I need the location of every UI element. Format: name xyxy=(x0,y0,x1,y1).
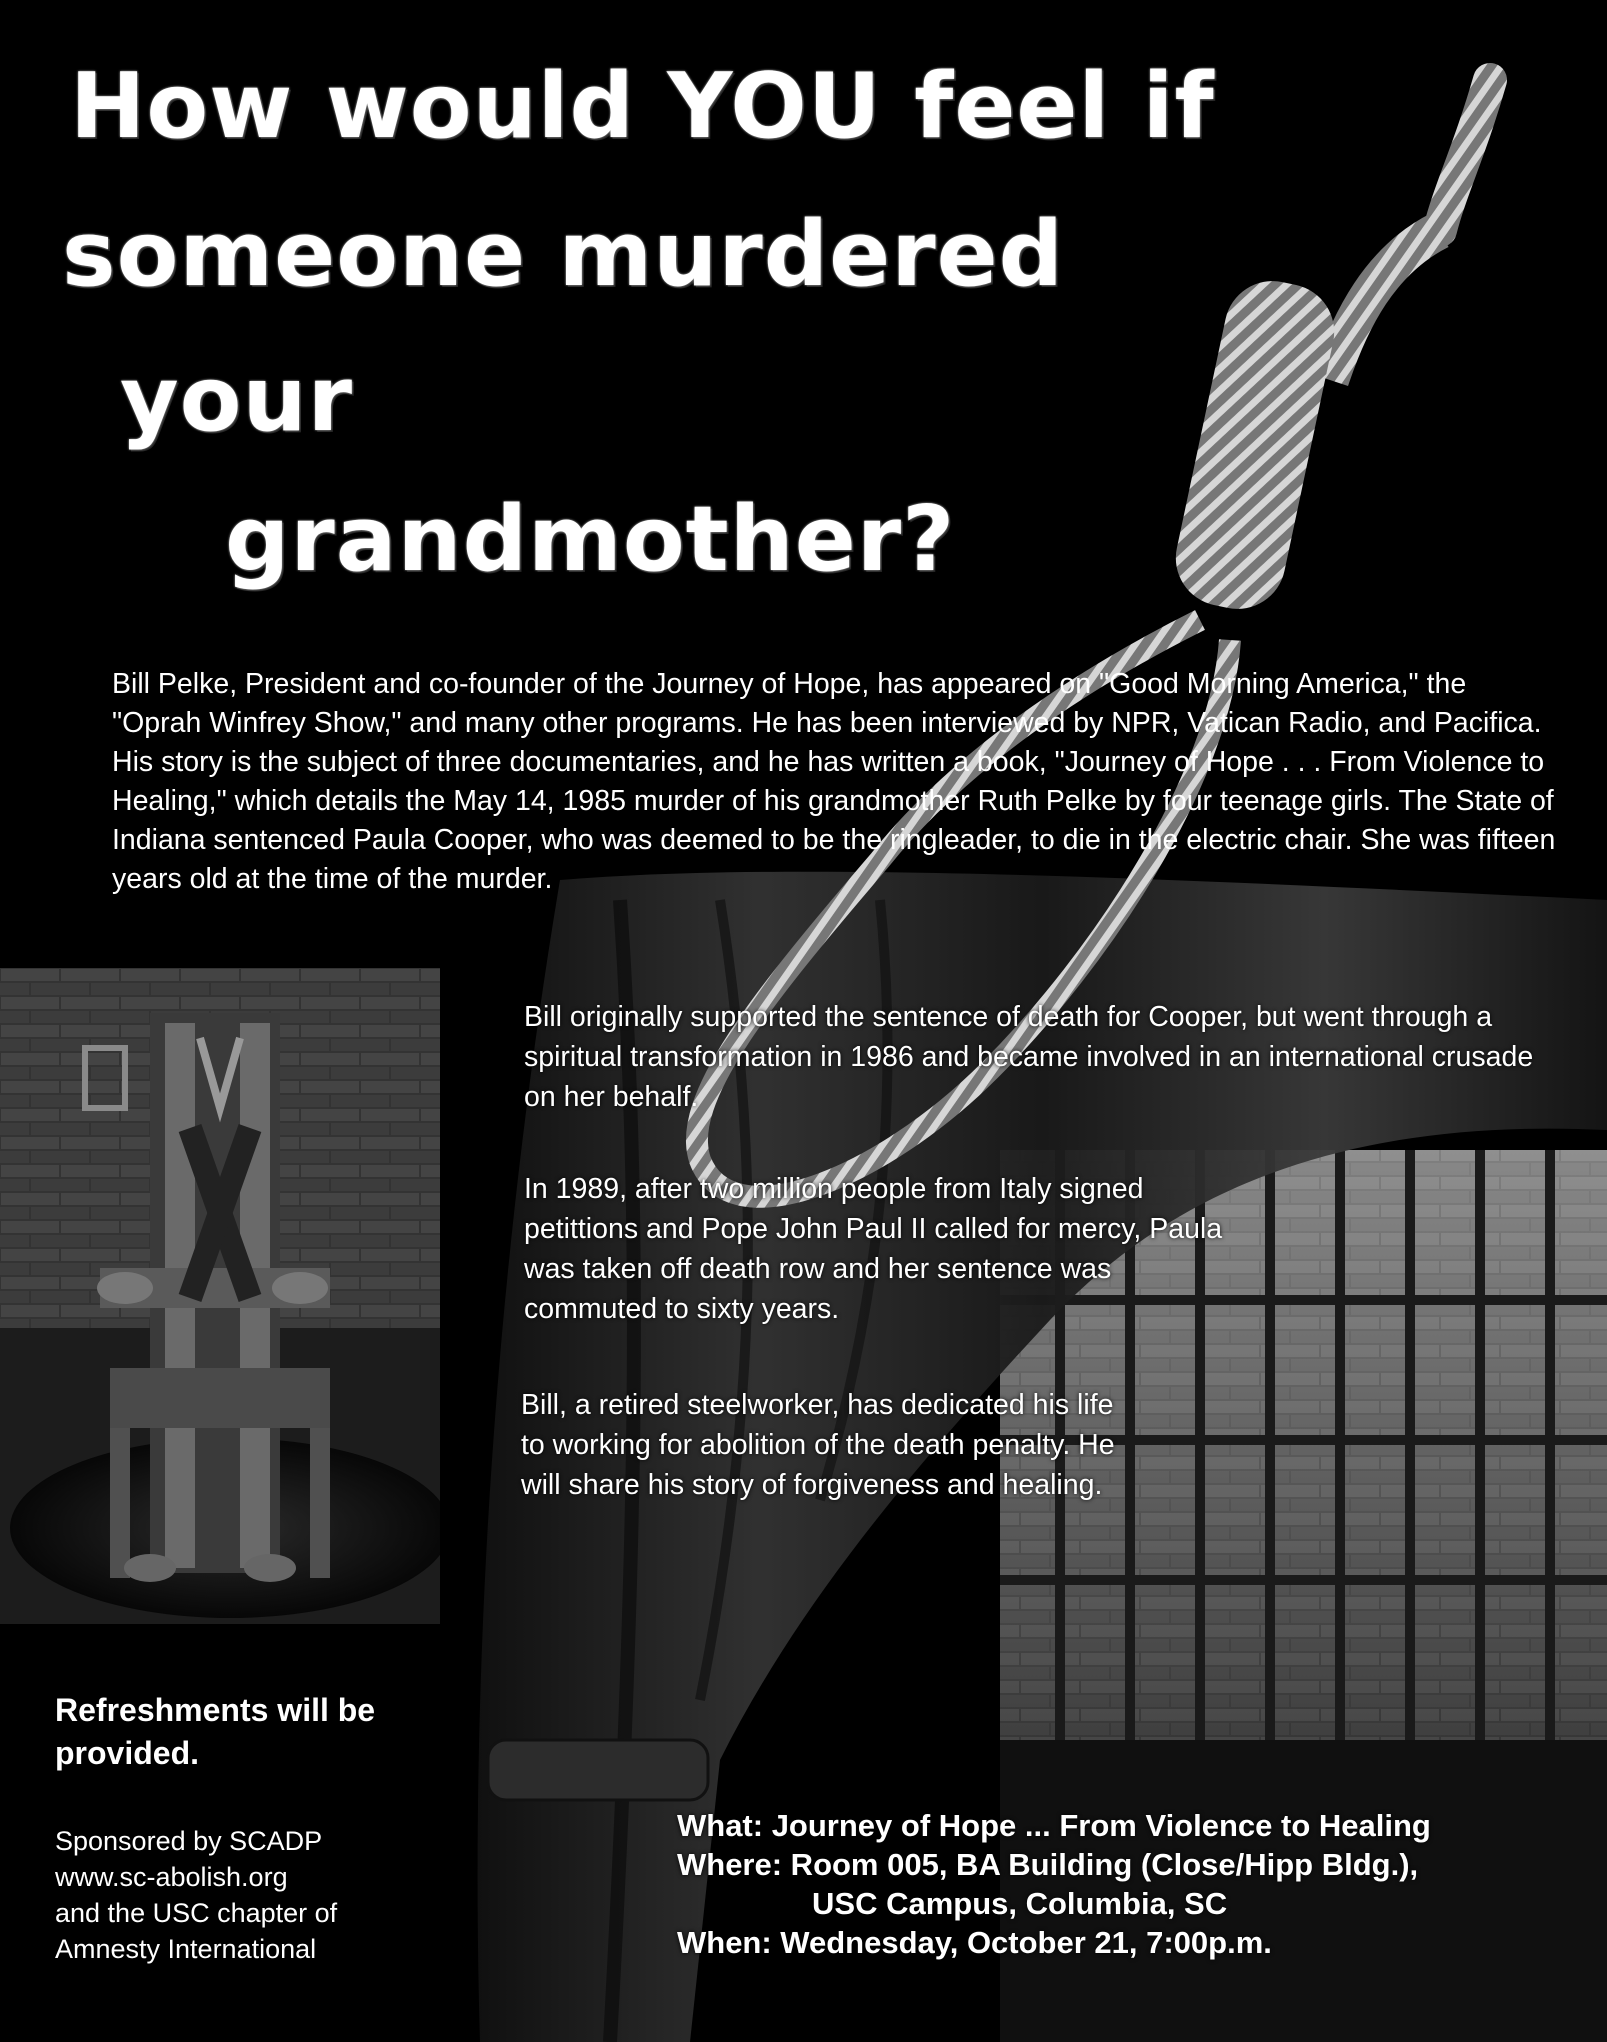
headline-line-3: your xyxy=(120,347,353,452)
headline-line-1: How would YOU feel if xyxy=(70,54,1215,159)
event-what: What: Journey of Hope ... From Violence to Healing xyxy=(677,1808,1431,1843)
sponsor-block xyxy=(55,1823,455,1967)
event-where-campus: USC Campus, Columbia, SC xyxy=(812,1886,1228,1921)
event-when: When: Wednesday, October 21, 7:00p.m. xyxy=(677,1925,1272,1960)
sponsor-website: www.sc-abolish.org xyxy=(55,1862,288,1892)
paragraph-abolition: Bill, a retired steelworker, has dedicated his life to working for abolition of the death penalty. He will share his story of forgiveness and healing. xyxy=(521,1389,1115,1501)
intro-paragraph: Bill Pelke, President and co-founder of the Journey of Hope, has appeared on "Good Morning America," the "Oprah Winfrey Show," and many other programs. He has been interviewed by NPR, Vatican Radio, and Pacifica. His story is the subject of three documentaries, and he has written a book, "Journey of Hope . . . From Violence to Healing," which details the May 14, 1985 murder of his grandmother Ruth Pelke by four teenage girls. The State of Indiana sentenced Paula Cooper, who was deemed to be the ringleader, to die in the electric chair. She was fifteen years old at the time of the murder. xyxy=(112,668,1556,895)
paragraph-commutation: In 1989, after two million people from Italy signed petittions and Pope John Paul II called for mercy, Paula was taken off death row and her sentence was commuted to sixty years. xyxy=(524,1173,1223,1325)
headline-line-4: grandmother? xyxy=(225,487,956,592)
sponsor-line-1: Sponsored by SCADP xyxy=(55,1826,323,1856)
event-details xyxy=(677,1806,1597,1962)
paragraph-transformation: Bill originally supported the sentence of death for Cooper, but went through a spiritual transformation in 1986 and became involved in an international crusade on her behalf. xyxy=(524,1001,1534,1113)
electric-chair-photo xyxy=(0,968,440,1624)
sponsor-line-3: and the USC chapter of xyxy=(55,1898,338,1928)
refreshments-note: Refreshments will be provided. xyxy=(55,1692,376,1771)
sponsor-line-4: Amnesty International xyxy=(55,1934,317,1964)
event-where: Where: Room 005, BA Building (Close/Hipp Bldg.), xyxy=(677,1847,1419,1882)
headline-line-2: someone murdered xyxy=(62,202,1065,307)
